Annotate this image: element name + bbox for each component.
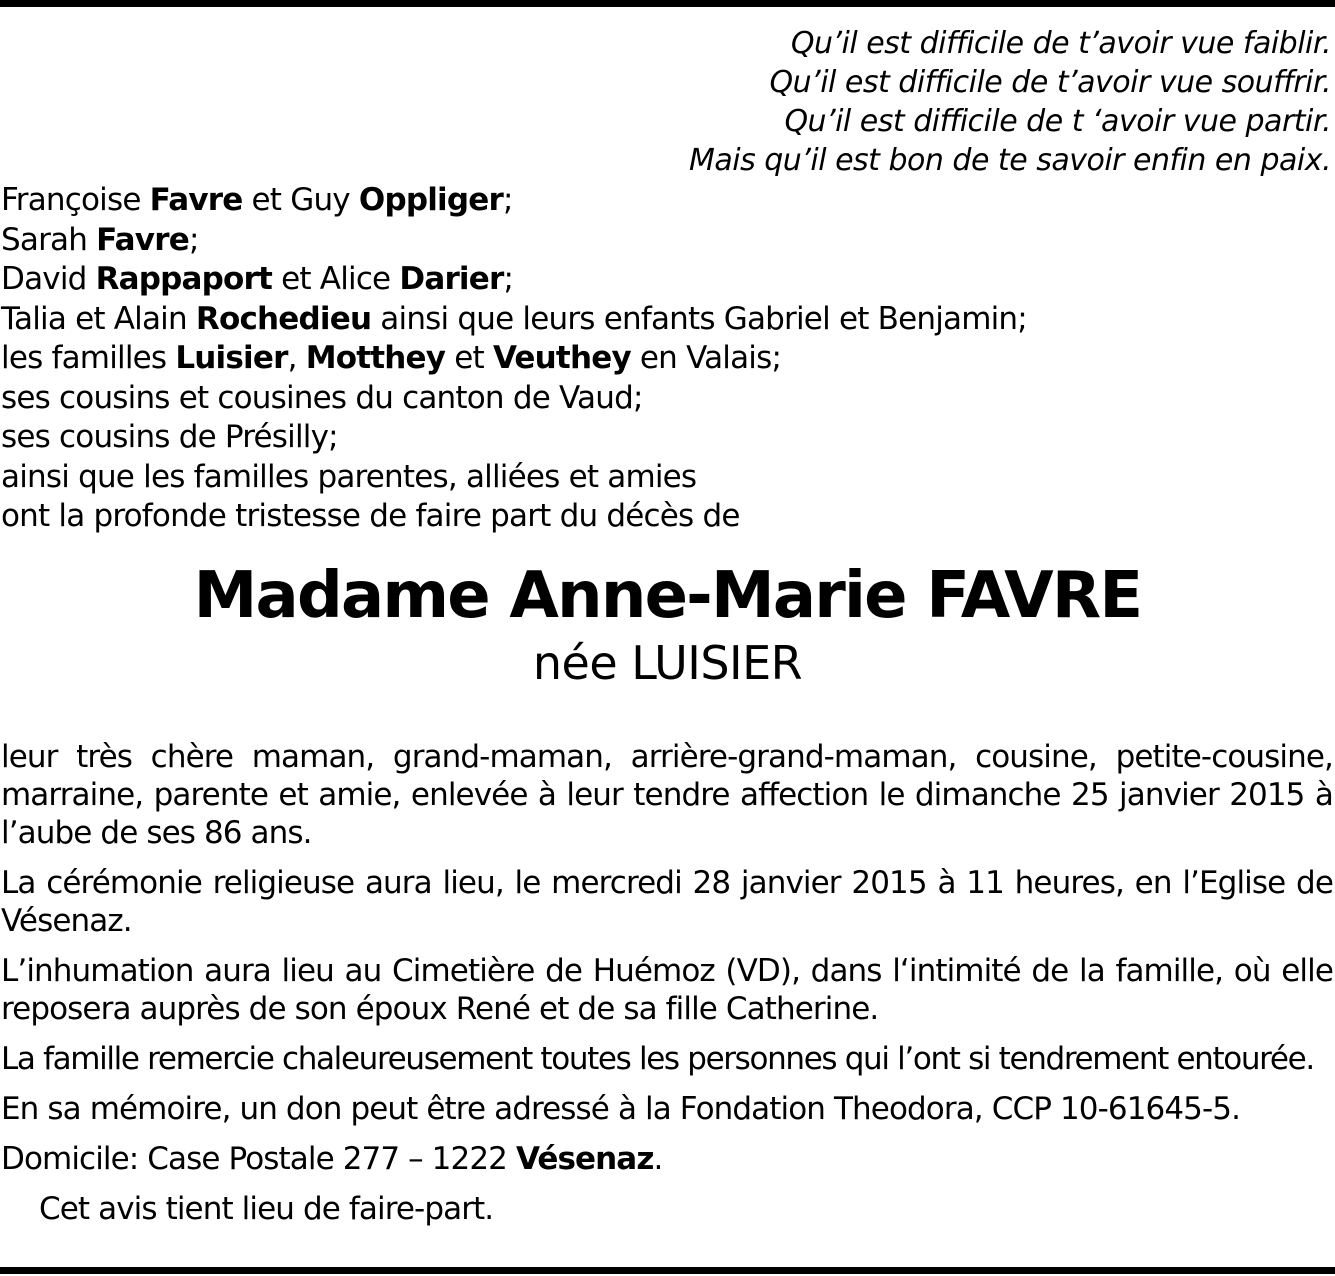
epitaph-poem bbox=[689, 24, 1331, 180]
family-line: ont la profonde tristesse de faire part du décès de bbox=[1, 498, 740, 534]
family-line: ses cousins de Présilly; bbox=[1, 419, 338, 455]
family-announcement bbox=[1, 181, 1027, 537]
domicile-town: Vésenaz bbox=[515, 1141, 654, 1177]
epitaph-line: Qu’il est difficile de t ‘avoir vue partir. bbox=[784, 104, 1331, 139]
surname: Motthey bbox=[305, 340, 446, 376]
surname: Rochedieu bbox=[195, 300, 372, 337]
top-border-rule bbox=[0, 0, 1335, 7]
donation-paragraph: En sa mémoire, un don peut être adressé à la Fondation Theodora, CCP 10-61645-5. bbox=[1, 1091, 1241, 1127]
surname: Luisier bbox=[175, 340, 288, 376]
surname: Veuthey bbox=[492, 340, 631, 376]
announcement-body bbox=[1, 738, 1333, 1240]
maiden-name: née LUISIER bbox=[532, 636, 803, 690]
family-line: ainsi que les familles parentes, alliées et amies bbox=[1, 458, 697, 495]
surname: Oppliger bbox=[358, 182, 503, 218]
family-line: ses cousins et cousines du canton de Vaud; bbox=[1, 379, 643, 416]
surname: Favre bbox=[149, 182, 243, 218]
family-line: David Rappaport et Alice Darier; bbox=[1, 261, 514, 297]
family-line: les familles Luisier, Motthey et Veuthey en Valais; bbox=[1, 340, 782, 376]
surname: Darier bbox=[399, 261, 504, 297]
epitaph-line: Qu’il est difficile de t’avoir vue souffrir. bbox=[769, 65, 1331, 100]
epitaph-line: Qu’il est difficile de t’avoir vue faiblir. bbox=[790, 26, 1331, 61]
closing-note: Cet avis tient lieu de faire-part. bbox=[39, 1191, 494, 1227]
domicile-paragraph: Domicile: Case Postale 277 – 1222 Vésenaz. bbox=[1, 1141, 663, 1177]
ceremony-paragraph: La cérémonie religieuse aura lieu, le mercredi 28 janvier 2015 à 11 heures, en l’Eglise de Vésenaz. bbox=[1, 865, 1333, 939]
family-line: Françoise Favre et Guy Oppliger; bbox=[1, 182, 513, 218]
thanks-paragraph: La famille remercie chaleureusement toutes les personnes qui l’ont si tendrement entourée. bbox=[1, 1041, 1314, 1077]
relationship-paragraph: leur très chère maman, grand-maman, arrière-grand-maman, cousine, petite-cousine, marraine, parente et amie, enlevée à leur tendre affection le dimanche 25 janvier 2015 à l’aube de ses 86 ans. bbox=[1, 739, 1333, 851]
surname: Rappaport bbox=[95, 261, 273, 297]
burial-paragraph: L’inhumation aura lieu au Cimetière de Huémoz (VD), dans l‘intimité de la famille, où elle reposera auprès de son époux René et de sa fille Catherine. bbox=[1, 953, 1333, 1027]
deceased-name: Madame Anne-Marie FAVRE bbox=[193, 559, 1142, 633]
bottom-border-rule bbox=[0, 1267, 1335, 1274]
surname: Favre bbox=[96, 221, 189, 258]
deceased-name-block bbox=[0, 555, 1335, 689]
epitaph-line: Mais qu’il est bon de te savoir enfin en paix. bbox=[689, 143, 1331, 178]
family-line: Sarah Favre; bbox=[1, 221, 199, 258]
family-line: Talia et Alain Rochedieu ainsi que leurs enfants Gabriel et Benjamin; bbox=[1, 300, 1027, 337]
